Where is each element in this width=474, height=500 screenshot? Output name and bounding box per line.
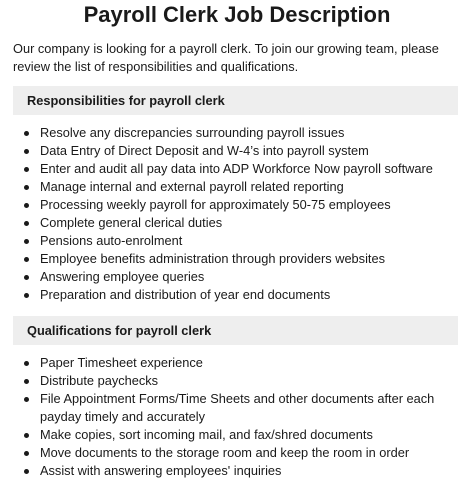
list-item-text: Preparation and distribution of year end documents xyxy=(40,287,331,302)
qualifications-heading: Qualifications for payroll clerk xyxy=(13,316,458,345)
bullet-icon xyxy=(24,361,29,366)
bullet-icon xyxy=(24,203,29,208)
list-item-text: Distribute paychecks xyxy=(40,373,159,388)
bullet-icon xyxy=(24,433,29,438)
list-item-text: File Appointment Forms/Time Sheets and other documents after each payday timely and accurately xyxy=(40,391,435,424)
list-item-text: Processing weekly payroll for approximately 50-75 employees xyxy=(40,197,391,212)
qualifications-list xyxy=(21,354,461,480)
list-item xyxy=(21,250,461,268)
bullet-icon xyxy=(24,239,29,244)
bullet-icon xyxy=(24,397,29,402)
bullet-icon xyxy=(24,293,29,298)
list-item xyxy=(21,390,461,426)
list-item xyxy=(21,232,461,250)
responsibilities-list xyxy=(21,124,461,304)
bullet-icon xyxy=(24,379,29,384)
list-item-text: Employee benefits administration through providers websites xyxy=(40,251,385,266)
list-item xyxy=(21,124,461,142)
list-item xyxy=(21,142,461,160)
list-item xyxy=(21,462,461,480)
bullet-icon xyxy=(24,275,29,280)
list-item-text: Resolve any discrepancies surrounding payroll issues xyxy=(40,125,345,140)
bullet-icon xyxy=(24,469,29,474)
list-item-text: Pensions auto-enrolment xyxy=(40,233,183,248)
list-item xyxy=(21,426,461,444)
list-item-text: Assist with answering employees' inquiries xyxy=(40,463,282,478)
list-item xyxy=(21,160,461,178)
list-item-text: Paper Timesheet experience xyxy=(40,355,203,370)
bullet-icon xyxy=(24,167,29,172)
list-item-text: Enter and audit all pay data into ADP Workforce Now payroll software xyxy=(40,161,433,176)
list-item-text: Manage internal and external payroll related reporting xyxy=(40,179,344,194)
bullet-icon xyxy=(24,185,29,190)
list-item xyxy=(21,268,461,286)
list-item xyxy=(21,354,461,372)
page-title: Payroll Clerk Job Description xyxy=(83,2,391,27)
responsibilities-heading: Responsibilities for payroll clerk xyxy=(13,86,458,115)
list-item xyxy=(21,372,461,390)
list-item-text: Data Entry of Direct Deposit and W-4’s into payroll system xyxy=(40,143,369,158)
list-item xyxy=(21,444,461,462)
bullet-icon xyxy=(24,257,29,262)
list-item-text: Answering employee queries xyxy=(40,269,205,284)
list-item-text: Complete general clerical duties xyxy=(40,215,223,230)
bullet-icon xyxy=(24,149,29,154)
list-item xyxy=(21,214,461,232)
list-item xyxy=(21,196,461,214)
bullet-icon xyxy=(24,131,29,136)
bullet-icon xyxy=(24,451,29,456)
intro-paragraph: Our company is looking for a payroll clerk. To join our growing team, please review the list of responsibilities and qualifications. xyxy=(13,41,439,74)
list-item-text: Move documents to the storage room and keep the room in order xyxy=(40,445,410,460)
bullet-icon xyxy=(24,221,29,226)
list-item xyxy=(21,286,461,304)
list-item-text: Make copies, sort incoming mail, and fax/shred documents xyxy=(40,427,373,442)
list-item xyxy=(21,178,461,196)
